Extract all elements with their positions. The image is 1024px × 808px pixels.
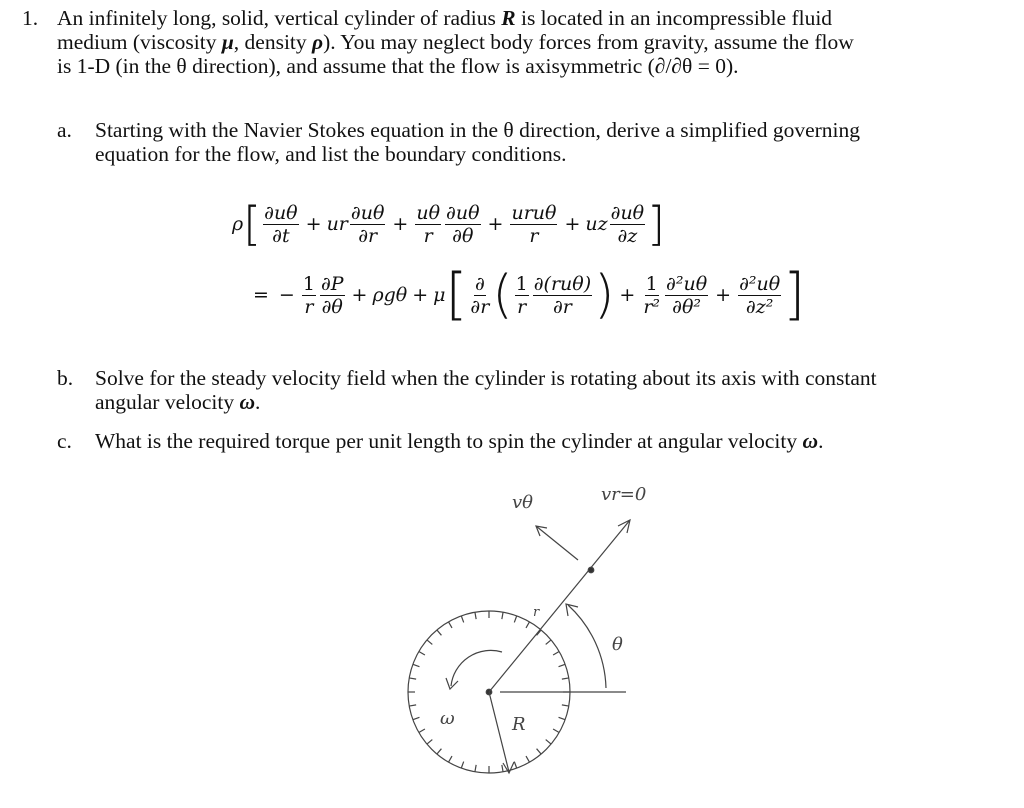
hatch-tick (409, 678, 416, 679)
hatch-tick (502, 612, 503, 619)
hatch-tick (562, 705, 569, 706)
v-r-label: vr=0 (601, 484, 647, 505)
hatch-tick (449, 622, 453, 628)
part-b-text: Solve for the steady velocity field when the cylinder is rotating about its axis with constant angular velocity ω. (95, 366, 877, 414)
hatch-tick (437, 749, 441, 754)
hatch-tick (449, 756, 453, 762)
hatch-tick (427, 740, 432, 744)
part-a-label: a. (57, 118, 72, 142)
problem-statement: An infinitely long, solid, vertical cylinder of radius R is located in an incompressible fluid medium (viscosity μ, density ρ). You may neglect body forces from gravity, assume the flow is 1-D (in the θ direction), and assume that the flow is axisymmetric (∂/∂θ = 0). (57, 6, 854, 78)
hatch-tick (475, 612, 476, 619)
omega-label: ω (440, 708, 455, 729)
vtheta-arrow (536, 526, 578, 560)
hatch-tick (553, 652, 559, 656)
hatch-tick (461, 616, 463, 623)
hatch-tick (413, 664, 420, 666)
theta-arc (568, 605, 606, 688)
hatch-tick (559, 717, 566, 719)
hatch-tick (546, 740, 551, 744)
hatch-tick (559, 664, 566, 666)
omega-arc (451, 650, 502, 686)
hatch-tick (427, 640, 432, 644)
hatch-tick (526, 756, 530, 762)
radius-line (489, 692, 509, 772)
theta-label: θ (612, 634, 623, 655)
navier-stokes-rhs: = − $\frac{1}{r}$ ∂P ∂θ + ρgθ + μ [ ∂ ∂r ( 1 r ∂(ruθ) ∂r ) + $\frac{1}{\text{r²}}$ ∂²uθ ∂θ² + $\frac{\text{∂²uθ}}{\text{∂z²}}$ ] (253, 262, 806, 327)
hatch-tick (419, 729, 425, 733)
hatch-tick (562, 678, 569, 679)
R-label: R (512, 714, 526, 735)
fluid-point (588, 567, 594, 573)
hatch-tick (419, 652, 425, 656)
hatch-tick (514, 762, 516, 769)
r-label: r (533, 605, 540, 620)
hatch-tick (546, 640, 551, 644)
hatch-tick (461, 762, 463, 769)
part-b-label: b. (57, 366, 74, 390)
hatch-tick (553, 729, 559, 733)
hatch-tick (526, 622, 530, 628)
theta-arrowhead (566, 604, 578, 616)
part-c-label: c. (57, 429, 72, 453)
hatch-tick (537, 749, 541, 754)
navier-stokes-lhs: ρ [ ∂uθ ∂t + ur ∂uθ ∂r + $\frac{u\theta}{r}$ ∂uθ ∂θ + uruθ r + uz ∂uθ ∂z ] (232, 197, 666, 251)
hatch-tick (502, 765, 503, 772)
hatch-tick (475, 765, 476, 772)
hatch-tick (409, 705, 416, 706)
hatch-tick (413, 717, 420, 719)
problem-number: 1. (22, 6, 39, 30)
part-a-text: Starting with the Navier Stokes equation in the θ direction, derive a simplified governing equation for the flow, and list the boundary conditions. (95, 118, 861, 166)
part-c-text: What is the required torque per unit length to spin the cylinder at angular velocity ω. (95, 429, 824, 453)
hatch-tick (437, 630, 441, 635)
v-theta-label: vθ (512, 492, 534, 513)
hatch-tick (514, 616, 516, 623)
